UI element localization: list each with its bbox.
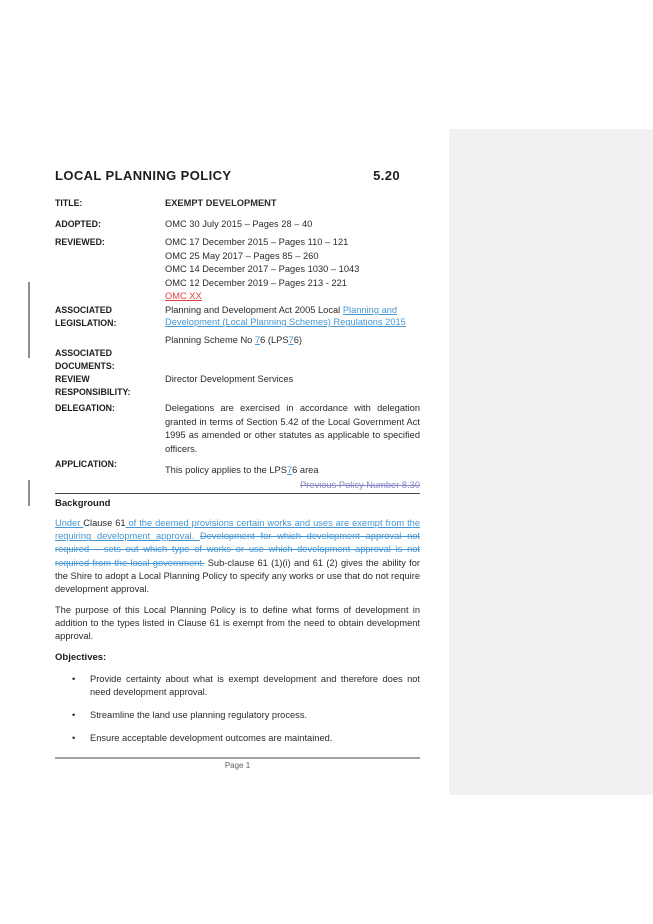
objectives-heading: Objectives:: [55, 652, 107, 664]
previous-policy-number: Previous Policy Number 8.30: [300, 479, 420, 490]
side-gray-panel: [449, 129, 653, 795]
meta-row-legislation: [55, 304, 420, 347]
tracked-change-bar: [28, 480, 30, 506]
reviewed-value: [165, 236, 420, 304]
application-value: This policy applies to the LPS76 area: [165, 465, 319, 476]
review-value: Director Development Services: [165, 374, 294, 385]
bullet-icon: •: [72, 733, 76, 744]
table-bottom-rule: [55, 493, 420, 494]
application-label: APPLICATION:: [55, 459, 117, 470]
background-paragraph-1: Under Clause 61 of the deemed provisions certain works and uses are exempt from the requiring development approval. Development for which development approval not required – sets out which type of works or use which development approval is not required from the local government. Sub-clause 61 (1)(i) and 61 (2) gives the ability for the Shire to adopt a Local Planning Policy to specify any works or use that do not require development approval.: [55, 518, 421, 594]
objectives-section: [55, 652, 420, 745]
adopted-value: OMC 30 July 2015 – Pages 28 – 40: [165, 218, 313, 229]
planning-scheme-text: Planning Scheme No 76 (LPS76): [165, 334, 302, 345]
delegation-value: Delegations are exercised in accordance with delegation granted in terms of Section 5.42 of the Local Government Act 1995 as amended or other statutes as applicable to specified officers.: [165, 403, 420, 454]
reviewed-line: OMC 14 December 2017 – Pages 1030 – 1043: [165, 264, 360, 274]
tracked-insertion-red: OMC XX: [165, 291, 202, 301]
objective-text: Streamline the land use planning regulatory process.: [90, 710, 308, 721]
reviewed-line: OMC 25 May 2017 – Pages 85 – 260: [165, 250, 319, 261]
meta-row-documents: [55, 347, 420, 373]
bullet-icon: •: [72, 674, 76, 685]
legislation-value: [165, 304, 420, 347]
reviewed-inserted-line: [165, 290, 420, 304]
review-label: REVIEW RESPONSIBILITY:: [55, 374, 131, 398]
tracked-change-bar: [28, 282, 30, 358]
delegation-label: DELEGATION:: [55, 403, 115, 414]
policy-number: 5.20: [373, 168, 400, 183]
meta-row-adopted: [55, 218, 420, 232]
document-body: [55, 168, 420, 746]
adopted-label: ADOPTED:: [55, 218, 101, 229]
documents-label: ASSOCIATED DOCUMENTS:: [55, 348, 115, 372]
meta-row-application: [55, 458, 420, 478]
page-footer: [55, 757, 420, 770]
background-heading: Background: [55, 498, 111, 510]
objective-text: Provide certainty about what is exempt development and therefore does not need development approval.: [90, 674, 420, 698]
legislation-text[interactable]: Planning and Development Act 2005 Local Planning and Development (Local Planning Schemes) Regulations 2015: [165, 304, 406, 328]
list-item: [55, 709, 420, 722]
list-item: [55, 673, 420, 699]
objective-text: Ensure acceptable development outcomes are maintained.: [90, 733, 333, 744]
list-item: [55, 732, 420, 745]
page-title: LOCAL PLANNING POLICY: [55, 168, 232, 183]
background-paragraph-2: The purpose of this Local Planning Policy is to define what forms of development in addition to the types listed in Clause 61 is exempt from the need to obtain development approval.: [55, 604, 420, 642]
meta-row-review: [55, 373, 420, 399]
bullet-icon: •: [72, 710, 76, 721]
title-value: EXEMPT DEVELOPMENT: [165, 198, 277, 208]
meta-row-delegation: [55, 402, 420, 456]
reviewed-line: OMC 17 December 2015 – Pages 110 – 121: [165, 237, 349, 247]
meta-row-title: [55, 197, 420, 211]
footer-rule: [55, 757, 420, 759]
reviewed-line: OMC 12 December 2019 – Pages 213 - 221: [165, 277, 347, 288]
meta-row-reviewed: [55, 236, 420, 304]
policy-meta-table: [55, 197, 420, 494]
document-header: [55, 168, 400, 183]
title-label: TITLE:: [55, 198, 83, 208]
objectives-list: [55, 673, 420, 745]
legislation-label: ASSOCIATED LEGISLATION:: [55, 304, 117, 328]
reviewed-label: REVIEWED:: [55, 237, 105, 247]
page-number: Page 1: [224, 761, 251, 770]
